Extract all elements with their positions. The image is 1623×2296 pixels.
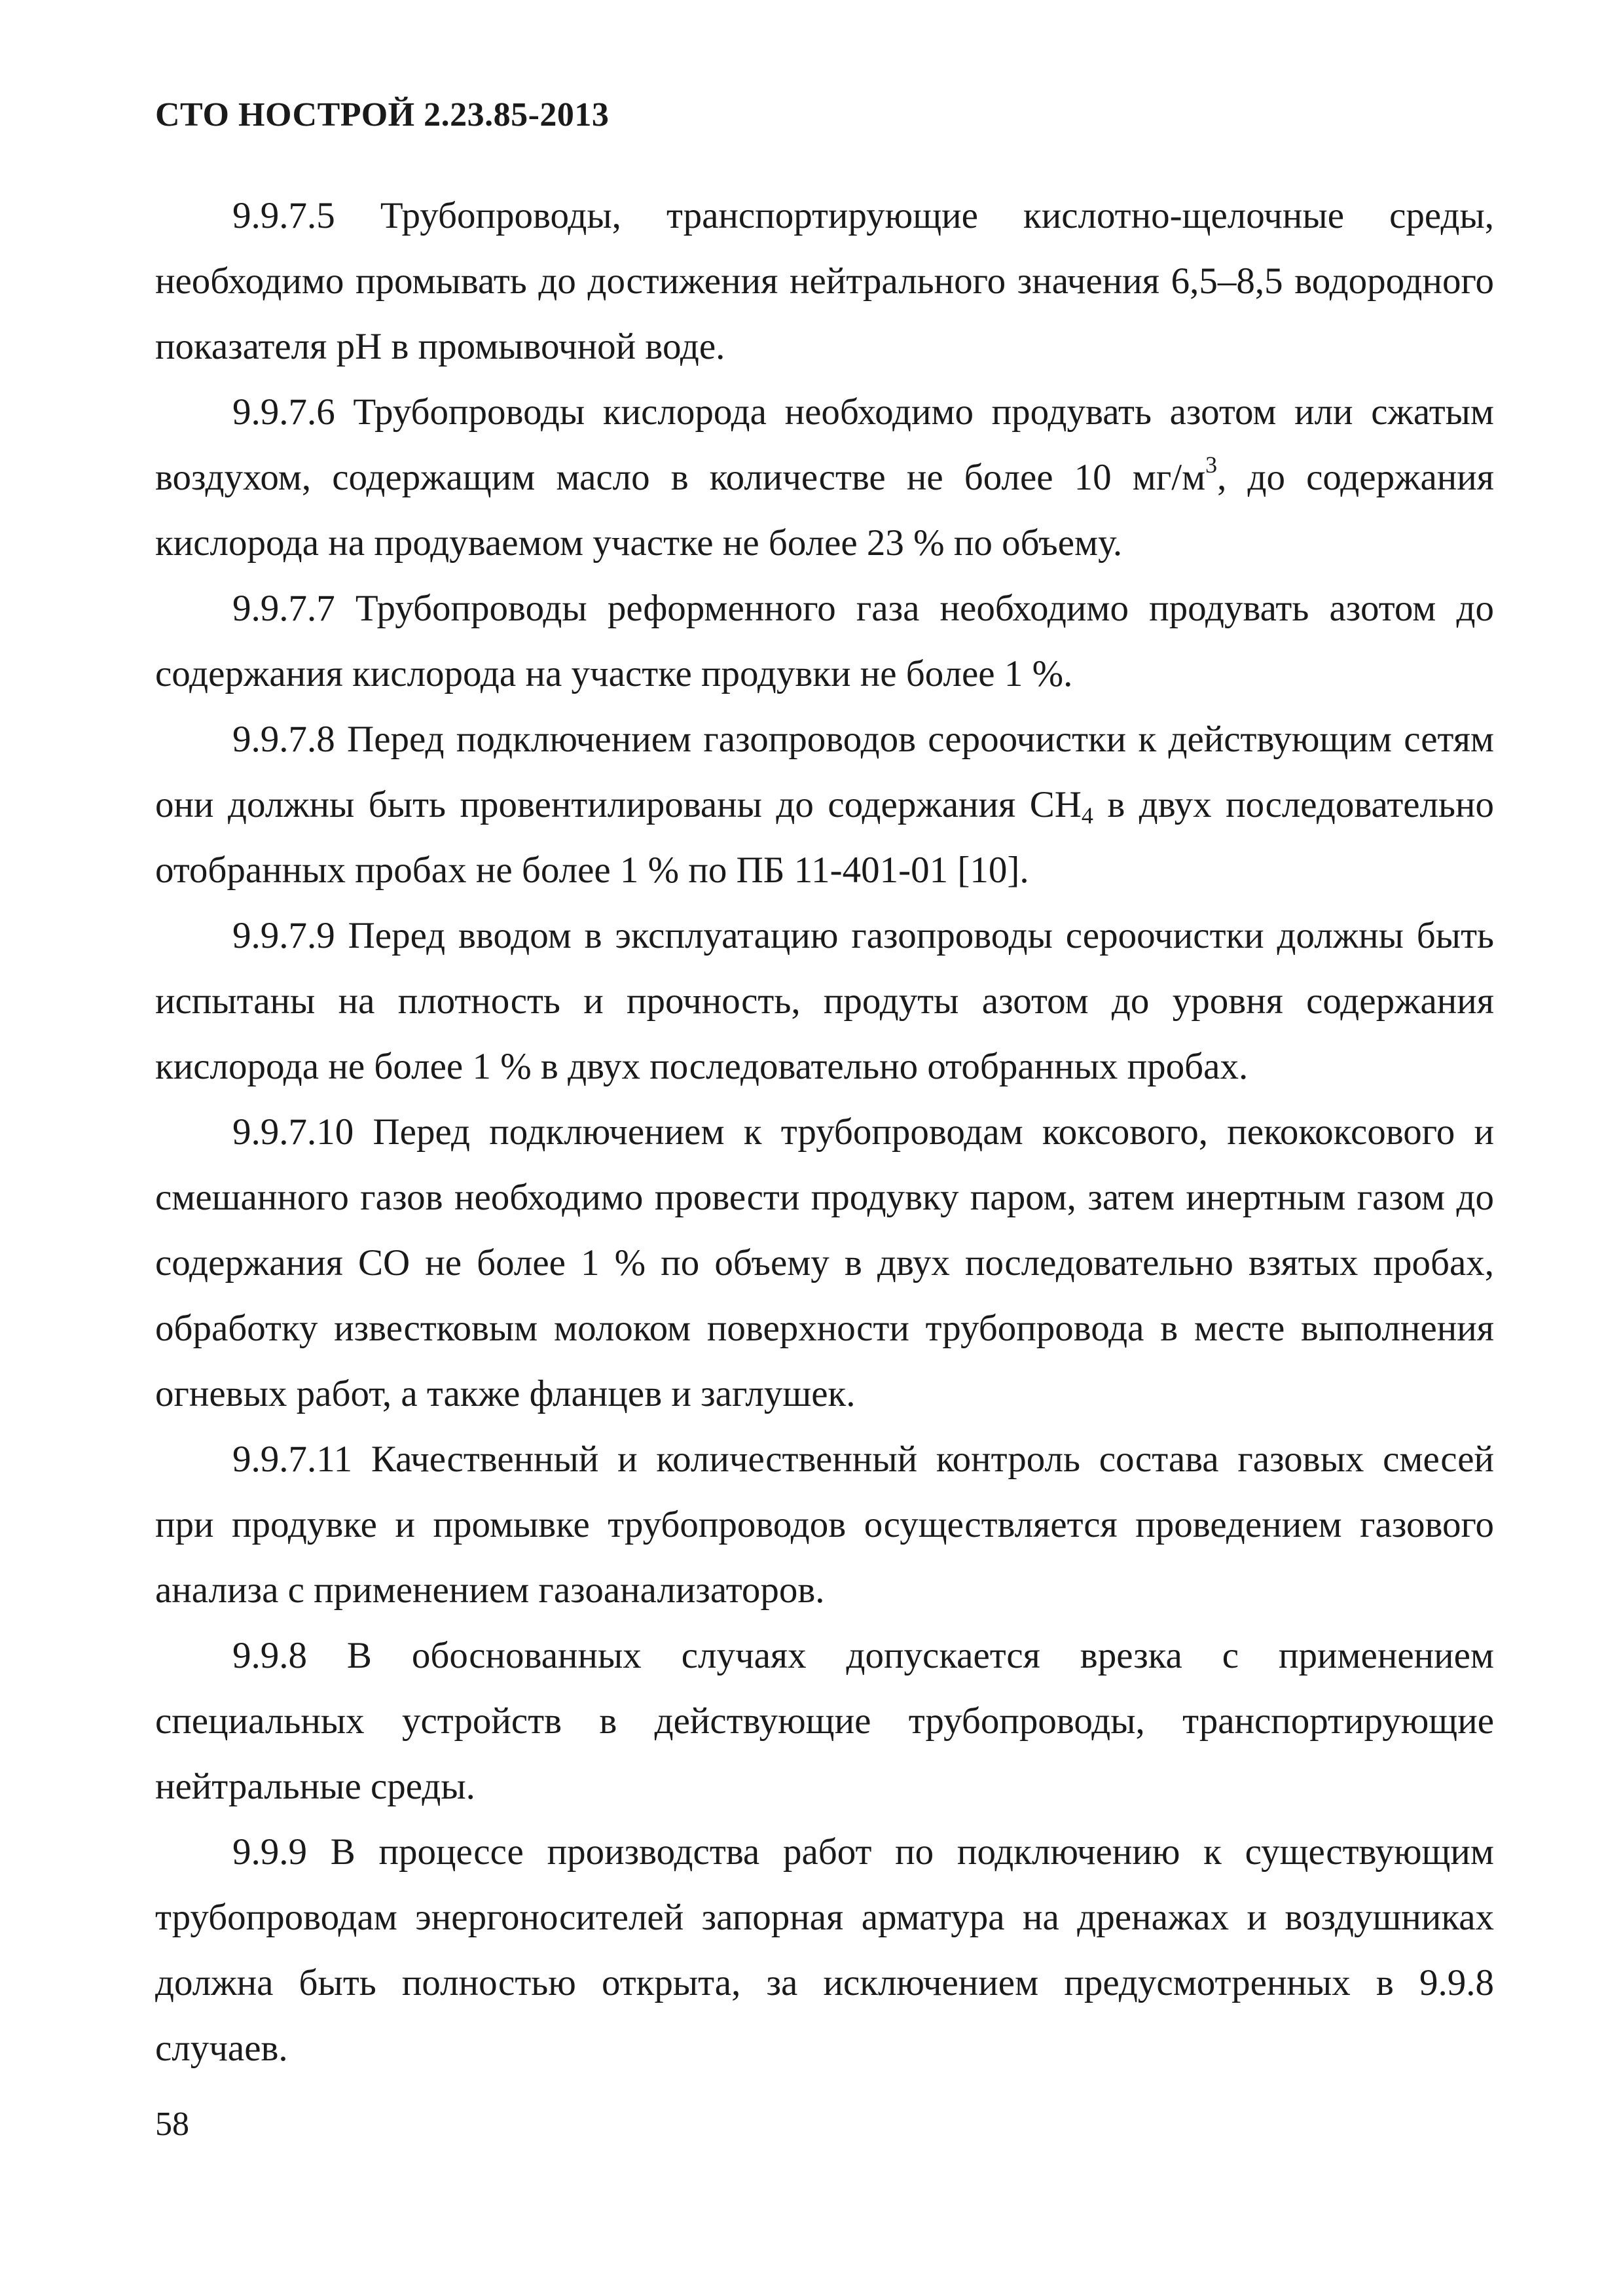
paragraph-text-end: в двух последовательно отобранных пробах не более 1 % по ПБ 11-401-01 [10]. bbox=[155, 784, 1494, 891]
subscript-methane: 4 bbox=[1081, 802, 1093, 829]
document-body bbox=[155, 183, 1494, 2081]
paragraph-9-9-7-6 bbox=[155, 380, 1494, 576]
paragraph-9-9-7-9: 9.9.7.9 Перед вводом в эксплуатацию газопроводы сероочистки должны быть испытаны на плотность и прочность, продуты азотом до уровня содержания кислорода не более 1 % в двух последовательно отобранных пробах. bbox=[155, 915, 1494, 1087]
paragraph-text-end: , до содержания кислорода на продуваемом участке не более 23 % по объему. bbox=[155, 457, 1494, 564]
page-number: 58 bbox=[155, 2106, 189, 2143]
paragraph-text-start: 9.9.7.6 Трубопроводы кислорода необходимо продувать азотом или сжатым воздухом, содержащим масло в количестве не более 10 мг/м bbox=[155, 391, 1494, 498]
paragraph-9-9-7-7: 9.9.7.7 Трубопроводы реформенного газа необходимо продувать азотом до содержания кислорода на участке продувки не более 1 %. bbox=[155, 588, 1494, 694]
paragraph-9-9-7-10: 9.9.7.10 Перед подключением к трубопроводам коксового, пекококсового и смешанного газов необходимо провести продувку паром, затем инертным газом до содержания СО не более 1 % по объему в двух последовательно взятых пробах, обработку известковым молоком поверхности трубопровода в месте выполнения огневых работ, а также фланцев и заглушек. bbox=[155, 1111, 1494, 1414]
paragraph-9-9-9: 9.9.9 В процессе производства работ по подключению к существующим трубопроводам энергоносителей запорная арматура на дренажах и воздушниках должна быть полностью открыта, за исключением предусмотренных в 9.9.8 случаев. bbox=[155, 1831, 1494, 2069]
superscript-cubic: 3 bbox=[1205, 452, 1218, 478]
paragraph-9-9-7-5: 9.9.7.5 Трубопроводы, транспортирующие кислотно-щелочные среды, необходимо промывать до достижения нейтрального значения 6,5–8,5 водородного показателя pH в промывочной воде. bbox=[155, 195, 1494, 367]
paragraph-text-start: 9.9.7.8 Перед подключением газопроводов сероочистки к действующим сетям они должны быть провентилированы до содержания СН bbox=[155, 719, 1494, 825]
paragraph-9-9-7-8 bbox=[155, 707, 1494, 903]
document-header-code: СТО НОСТРОЙ 2.23.85-2013 bbox=[155, 96, 610, 134]
paragraph-9-9-8: 9.9.8 В обоснованных случаях допускается врезка с применением специальных устройств в действующие трубопроводы, транспортирующие нейтральные среды. bbox=[155, 1635, 1494, 1807]
paragraph-9-9-7-11: 9.9.7.11 Качественный и количественный контроль состава газовых смесей при продувке и промывке трубопроводов осуществляется проведением газового анализа с применением газоанализаторов. bbox=[155, 1439, 1494, 1611]
